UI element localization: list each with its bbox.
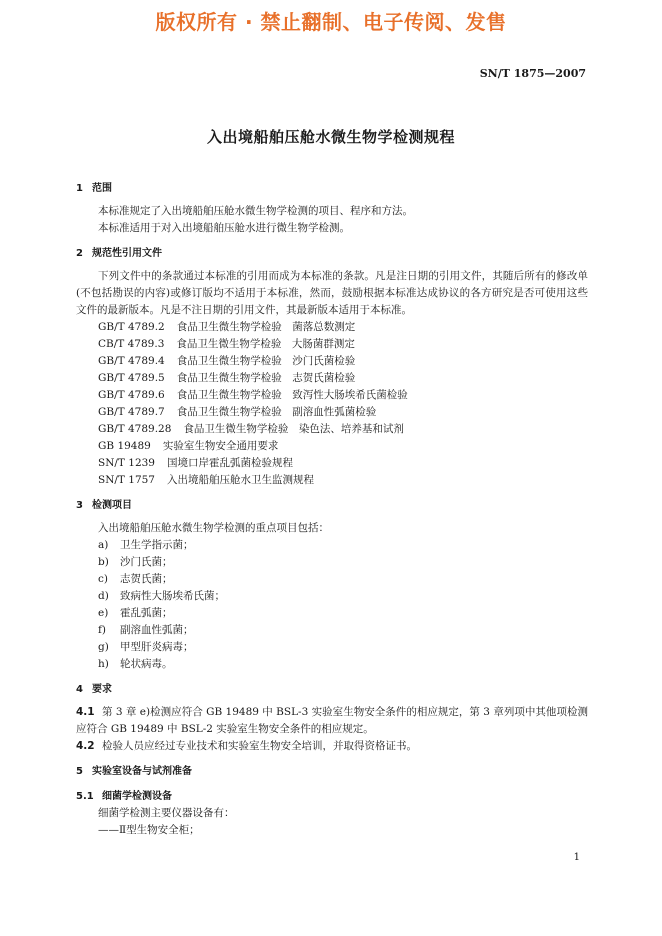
- page-number: 1: [573, 852, 580, 863]
- reference-list: [76, 319, 588, 489]
- reference-item: SN/T 1757 入出境船舶压舱水卫生监测规程: [98, 474, 314, 486]
- list-item: f) 副溶血性弧菌；: [98, 624, 194, 636]
- reference-item: GB 19489 实验室生物安全通用要求: [98, 440, 279, 452]
- reference-item: SN/T 1239 国境口岸霍乱弧菌检验规程: [98, 457, 293, 469]
- list-item: c) 志贺氏菌；: [98, 573, 173, 585]
- document-title: 入出境船舶压舱水微生物学检测规程: [206, 128, 455, 146]
- clause: 4.2 检验人员应经过专业技术和实验室生物安全培训，并取得资格证书。: [76, 740, 417, 752]
- watermark: 版权所有 · 禁止翻制、电子传阅、发售: [155, 10, 507, 34]
- standard-code: SN/T 1875—2007: [479, 67, 586, 80]
- paragraph: 本标准规定了入出境船舶压舱水微生物学检测的项目、程序和方法。: [98, 205, 413, 217]
- section-5-heading: 5 实验室设备与试剂准备: [76, 766, 192, 777]
- item-list: [76, 537, 588, 673]
- section-4-heading: 4 要求: [76, 684, 112, 695]
- list-item: a) 卫生学指示菌；: [98, 539, 194, 551]
- section-3-heading: 3 检测项目: [76, 500, 132, 511]
- reference-item: CB/T 4789.3 食品卫生微生物学检验 大肠菌群测定: [98, 338, 355, 350]
- reference-item: GB/T 4789.28 食品卫生微生物学检验 染色法、培养基和试剂: [98, 423, 404, 435]
- reference-item: GB/T 4789.4 食品卫生微生物学检验 沙门氏菌检验: [98, 355, 356, 367]
- section-1-heading: 1 范围: [76, 183, 112, 194]
- reference-item: GB/T 4789.2 食品卫生微生物学检验 菌落总数测定: [98, 321, 356, 333]
- reference-item: GB/T 4789.7 食品卫生微生物学检验 副溶血性弧菌检验: [98, 406, 377, 418]
- document-body: [76, 180, 588, 839]
- list-item: h) 轮状病毒。: [98, 658, 173, 670]
- paragraph: 细菌学检测主要仪器设备有：: [98, 807, 235, 819]
- list-item: e) 霍乱弧菌；: [98, 607, 173, 619]
- reference-item: GB/T 4789.6 食品卫生微生物学检验 致泻性大肠埃希氏菌检验: [98, 389, 408, 401]
- list-item: g) 甲型肝炎病毒；: [98, 641, 194, 653]
- paragraph: 入出境船舶压舱水微生物学检测的重点项目包括：: [98, 522, 329, 534]
- section-2-heading: 2 规范性引用文件: [76, 248, 162, 259]
- list-item: d) 致病性大肠埃希氏菌；: [98, 590, 225, 602]
- list-item: ——Ⅱ型生物安全柜；: [98, 824, 200, 836]
- clause: 4.1 第 3 章 e)检测应符合 GB 19489 中 BSL-3 实验室生物安全条件的相应规定，第 3 章列项中其他项检测应符合 GB 19489 中 BSL-2 实验室生物安全条件的相应规定。: [76, 706, 588, 735]
- paragraph: 本标准适用于对入出境船舶压舱水进行微生物学检测。: [98, 222, 350, 234]
- reference-item: GB/T 4789.5 食品卫生微生物学检验 志贺氏菌检验: [98, 372, 356, 384]
- list-item: b) 沙门氏菌；: [98, 556, 173, 568]
- paragraph: 下列文件中的条款通过本标准的引用而成为本标准的条款。凡是注日期的引用文件，其随后所有的修改单(不包括勘误的内容)或修订版均不适用于本标准，然而，鼓励根据本标准达成协议的各方研究是否可使用这些文件的最新版本。凡是不注日期的引用文件，其最新版本适用于本标准。: [76, 270, 588, 316]
- subsection-5-1-heading: 5.1 细菌学检测设备: [76, 791, 172, 802]
